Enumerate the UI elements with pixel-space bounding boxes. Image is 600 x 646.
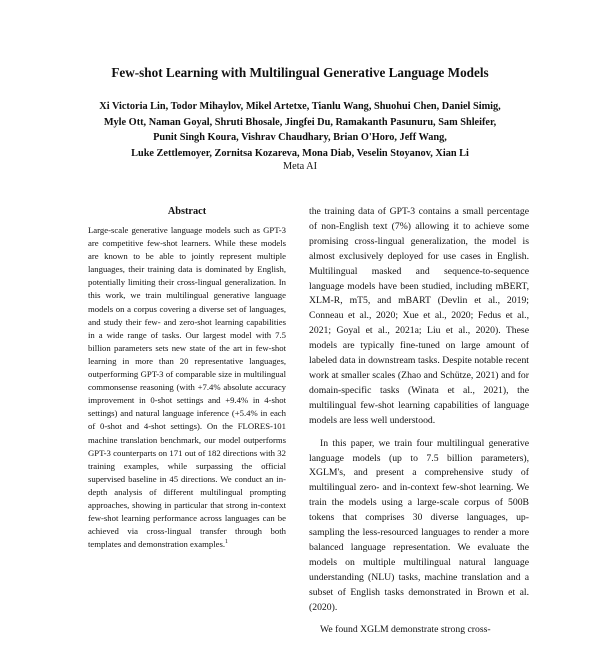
- body-column: [309, 205, 529, 646]
- author-line: Punit Singh Koura, Vishrav Chaudhary, Brian O'Horo, Jeff Wang,: [153, 132, 447, 144]
- author-line: Luke Zettlemoyer, Zornitsa Kozareva, Mona Diab, Veselin Stoyanov, Xian Li: [131, 147, 469, 159]
- author-list: [50, 99, 550, 161]
- author-line: Xi Victoria Lin, Todor Mihaylov, Mikel Artetxe, Tianlu Wang, Shuohui Chen, Daniel Simig,: [99, 101, 501, 112]
- body-paragraph: We found XGLM demonstrate strong cross-: [320, 624, 491, 636]
- body-paragraph: In this paper, we train four multilingual generative language models (up to 7.5 billion parameters), XGLM's, and present a comprehensive study of multilingual zero- and in-context few-shot learning. We train the models using a large-scale corpus of 500B tokens that comprises 30 diverse languages, up-sampling the less-resourced languages to render a more balanced language representation. We evaluate the models on multiple multilingual natural language understanding (NLU) tasks, machine translation and a subset of English tasks demonstrated in Brown et al. (2020).: [309, 437, 529, 613]
- footnote-mark: 1: [225, 539, 229, 546]
- affiliation: Meta AI: [282, 161, 318, 172]
- body-paragraph: the training data of GPT-3 contains a small percentage of non-English text (7%) allowing it to achieve some promising cross-lingual generalization, the model is almost exclusively deployed for use cases in English. Multilingual masked and sequence-to-sequence language models have been studied, including mBERT, XLM-R, mT5, and mBART (Devlin et al., 2019; Conneau et al., 2020; Xue et al., 2020; Fedus et al., 2021; Goyal et al., 2021a; Liu et al., 2020). These models are typically fine-tuned on large amount of labeled data in downstream tasks. Despite notable recent work at smaller scales (Zhao and Schütze, 2021) and for domain-specific tasks (Winata et al., 2021), the multilingual few-shot learning capabilities of language models are less well understood.: [309, 206, 529, 426]
- author-line: Myle Ott, Naman Goyal, Shruti Bhosale, Jingfei Du, Ramakanth Pasunuru, Sam Shleifer,: [103, 116, 497, 128]
- paper-title: Few-shot Learning with Multilingual Generative Language Models: [111, 65, 489, 80]
- abstract-heading: Abstract: [167, 206, 207, 217]
- abstract-body-text: Large-scale generative language models such as GPT-3 are competitive few-shot learners. While these models are known to be able to jointly represent multiple languages, their training data is dominated by English, potentially limiting their cross-lingual generalization. In this work, we train multilingual generative language models on a corpus covering a diverse set of languages, and study their few- and zero-shot learning capabilities in a wide range of tasks. Our largest model with 7.5 billion parameters sets new state of the art in few-shot learning in more than 20 representative languages, outperforming GPT-3 of comparable size in multilingual commonsense reasoning (with +7.4% absolute accuracy improvement in 0-shot settings and +9.4% in 4-shot settings) and natural language inference (+5.4% in each of 0-shot and 4-shot settings). On the FLORES-101 machine translation benchmark, our model outperforms GPT-3 counterparts on 171 out of 182 directions with 32 training examples, while surpassing the official supervised baseline in 45 directions. We conduct an in-depth analysis of different multilingual prompting approaches, showing in particular that strong in-context few-shot learning performance across languages can be achieved via cross-lingual transfer through both templates and demonstration examples.: [88, 225, 286, 550]
- abstract-text: [88, 224, 286, 551]
